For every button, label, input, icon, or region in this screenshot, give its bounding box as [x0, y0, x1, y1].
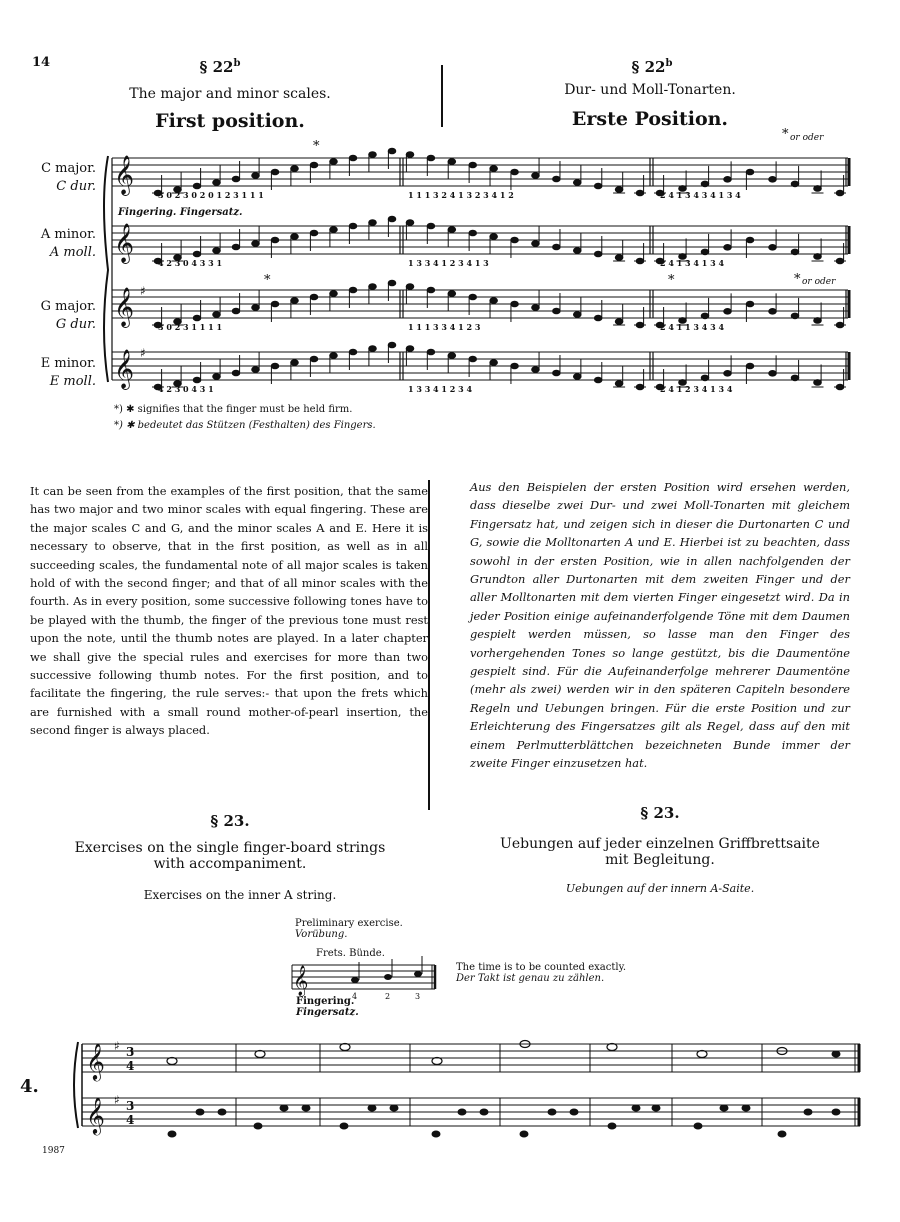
left-section-23-title: Exercises on the single finger-board strings with accompaniment.: [74, 840, 386, 872]
scale-note: [814, 254, 822, 260]
scale-note: [271, 363, 279, 369]
left-section-number: § 22$^b$: [199, 58, 241, 76]
svg-text:𝄞: 𝄞: [86, 1042, 105, 1080]
scale-note: [349, 155, 357, 161]
scale-note: [369, 220, 377, 226]
page-number: 14: [32, 55, 51, 70]
scale-note: [193, 377, 201, 383]
count-instruction: The time is to be counted exactly. Der Takt ist genau zu zählen.: [456, 962, 627, 984]
svg-text:𝄞: 𝄞: [293, 966, 309, 996]
scale-note: [291, 298, 299, 304]
scale-note: [448, 353, 456, 359]
scale-note: [746, 169, 754, 175]
scale-note: [615, 187, 623, 193]
text-divider: [428, 480, 430, 810]
scale-note: [427, 155, 435, 161]
staff-c-major: [112, 158, 848, 186]
right-section-number: § 22$^b$: [631, 58, 673, 76]
scale-note: [330, 353, 338, 359]
svg-text:♯: ♯: [140, 284, 146, 298]
scale-note: [490, 360, 498, 366]
right-title: Erste Position.: [571, 108, 729, 130]
scale-note: [594, 315, 602, 321]
scale-note: [252, 367, 260, 373]
scale-note: [232, 244, 240, 250]
scale-note: [532, 305, 540, 311]
scale-note: [553, 176, 561, 182]
asterisk-mark-3: *: [668, 273, 675, 288]
scale-note: [271, 237, 279, 243]
scale-note: [724, 309, 732, 315]
fingering-label: Fingering. Fingersatz.: [118, 207, 243, 218]
scale-note: [490, 234, 498, 240]
scale-note: [469, 294, 477, 300]
asterisk-mark-5: *: [794, 272, 801, 287]
asterisk-mark-1: *: [313, 139, 320, 154]
scale-note: [310, 230, 318, 236]
scale-note: [573, 180, 581, 186]
scale-note: [369, 152, 377, 158]
svg-text:1 1 1 3 3 4 1 2 3: 1 1 1 3 3 4 1 2 3: [408, 322, 481, 332]
scale-note: [427, 223, 435, 229]
scale-note: [349, 349, 357, 355]
fingering-label-2: Fingering. Fingersatz.: [296, 996, 359, 1018]
staff-g-major: [112, 290, 848, 318]
scale-label-c-major: C major. C dur.: [41, 161, 96, 194]
scale-note: [406, 346, 414, 352]
treble-clef-3: 𝄞: [114, 287, 135, 327]
footnote-de: *) ✱ bedeutet das Stützen (Festhalten) des Fingers.: [114, 420, 376, 431]
scale-note: [615, 319, 623, 325]
svg-text:3: 3: [126, 1045, 135, 1059]
treble-clef-1: 𝄞: [114, 155, 135, 195]
plate-number: 1987: [42, 1146, 65, 1156]
scale-note: [553, 308, 561, 314]
scale-note: [330, 159, 338, 165]
scale-note: [573, 312, 581, 318]
scale-note: [746, 237, 754, 243]
scale-note: [615, 381, 623, 387]
scale-note: [511, 301, 519, 307]
svg-text:♯: ♯: [114, 1039, 120, 1053]
scale-note: [330, 227, 338, 233]
svg-text:3 0 2 3 0 2 0 1 2 3 1 1 1: 3 0 2 3 0 2 0 1 2 3 1 1 1: [158, 190, 264, 200]
scale-note: [310, 294, 318, 300]
scale-label-a-minor: A minor. A moll.: [40, 227, 96, 260]
scale-note: [791, 313, 799, 319]
scale-note: [388, 148, 396, 154]
staff-e-minor: [112, 352, 848, 380]
svg-text:4 2 3 0 4 3 3 1: 4 2 3 0 4 3 3 1: [158, 258, 223, 268]
treble-clef-2: 𝄞: [114, 223, 135, 263]
staff-a-minor: [112, 226, 848, 254]
scale-note: [271, 169, 279, 175]
scale-note: [594, 251, 602, 257]
scale-note: [769, 177, 777, 183]
scale-note: [213, 180, 221, 186]
footnote-en: *) ✱ signifies that the finger must be held firm.: [114, 404, 353, 415]
or-oder-label-1: or oder: [790, 133, 824, 143]
svg-text:2 4 1 3 4 3 4 1 3 4: 2 4 1 3 4 3 4 1 3 4: [660, 190, 741, 200]
scale-note: [213, 248, 221, 254]
scale-note: [330, 291, 338, 297]
left-section-23: § 23.: [210, 812, 250, 830]
right-section-23: § 23.: [640, 804, 680, 822]
scale-note: [532, 241, 540, 247]
scale-note: [701, 375, 709, 381]
scale-note: [213, 312, 221, 318]
scale-note: [469, 356, 477, 362]
scale-note: [193, 315, 201, 321]
svg-text:2: 2: [385, 992, 391, 1000]
scale-note: [252, 305, 260, 311]
scale-note: [490, 166, 498, 172]
scale-note: [369, 284, 377, 290]
scale-note: [232, 370, 240, 376]
scale-note: [701, 181, 709, 187]
svg-text:𝄞: 𝄞: [86, 1096, 105, 1134]
scale-note: [724, 177, 732, 183]
scale-note: [427, 349, 435, 355]
svg-text:4: 4: [126, 1059, 135, 1073]
scale-note: [406, 220, 414, 226]
scale-note: [252, 173, 260, 179]
scale-note: [791, 375, 799, 381]
scale-note: [291, 360, 299, 366]
svg-text:2 4 1 3 4 1 3 4: 2 4 1 3 4 1 3 4: [660, 258, 725, 268]
scale-note: [701, 313, 709, 319]
scale-note: [469, 230, 477, 236]
scale-note: [310, 162, 318, 168]
svg-text:2 4 1 2 3 4 1 3 4: 2 4 1 2 3 4 1 3 4: [660, 384, 733, 394]
svg-text:4: 4: [126, 1113, 135, 1127]
scale-note: [769, 245, 777, 251]
svg-text:2 4 1 1 3 4 3 4: 2 4 1 1 3 4 3 4: [660, 322, 725, 332]
scale-note: [213, 374, 221, 380]
scale-note: [701, 249, 709, 255]
scale-note: [310, 356, 318, 362]
preliminary-staff: [290, 955, 440, 1000]
scale-note: [594, 377, 602, 383]
paragraph-german: Aus den Beispielen der ersten Position wird ersehen werden, dass dieselbe zwei Dur- und zwei Moll-Tonarten mit gleichem Fingersatz hat, und zeigen sich in dieser die Durtonarten C und G, sowie die Molltonarten A und E. Hierbei ist zu beachten, dass sowohl in der ersten Position, wie in allen nachfolgenden der Grundton aller Durtonarten mit dem zweiten Finger und der aller Molltonarten mit dem vierten Finger eingesetzt wird. Da in jeder Position einige aufeinanderfolgende Töne mit dem Daumen gespielt werden müssen, so lasse man den Finger des vorhergehenden Tones so lange gestützt, bis die Daumentöne gespielt sind. Für die Aufeinanderfolge mehrerer Daumentöne (mehr als zwei) werden wir in den späteren Capiteln besondere Regeln und Uebungen bringen. Für die erste Position und zur Erleichterung des Fingersatzes gilt als Regel, dass auf den mit einem Perlmutterblättchen bezeichneten Bunde immer der zweite Finger einzusetzen hat.: [470, 480, 850, 771]
svg-text:♯: ♯: [114, 1093, 120, 1107]
svg-text:4 2 3 0 4 3 1: 4 2 3 0 4 3 1: [158, 384, 214, 394]
scale-note: [193, 251, 201, 257]
scale-note: [791, 249, 799, 255]
or-oder-label-2: or oder: [802, 277, 836, 287]
scale-note: [594, 183, 602, 189]
scale-note: [746, 301, 754, 307]
scale-note: [232, 176, 240, 182]
svg-text:1 3 3 4 1 2 3 4: 1 3 3 4 1 2 3 4: [408, 384, 473, 394]
scale-note: [448, 159, 456, 165]
scale-note: [349, 287, 357, 293]
scale-note: [511, 169, 519, 175]
exercise-4-score: [0, 1030, 900, 1150]
frets-label: Frets. Bünde.: [316, 948, 385, 959]
asterisk-mark-4: *: [782, 128, 789, 142]
scale-note: [573, 374, 581, 380]
scale-note: [406, 152, 414, 158]
scale-note: [291, 166, 299, 172]
scale-note: [511, 363, 519, 369]
scale-note: [388, 342, 396, 348]
scale-note: [252, 241, 260, 247]
scale-note: [193, 183, 201, 189]
scale-note: [746, 363, 754, 369]
left-section-23-subtitle: Exercises on the inner A string.: [143, 888, 337, 902]
scale-note: [724, 371, 732, 377]
header-divider: [441, 65, 443, 127]
svg-text:4: 4: [352, 992, 358, 1000]
preliminary-label: Preliminary exercise. Vorübung.: [295, 918, 403, 940]
right-section-23-subtitle: Uebungen auf der innern A-Saite.: [565, 882, 755, 895]
svg-text:1 3 3 4 1 2 3 4 1 3: 1 3 3 4 1 2 3 4 1 3: [408, 258, 489, 268]
scale-note: [769, 309, 777, 315]
scale-note: [271, 301, 279, 307]
scale-note: [427, 287, 435, 293]
scale-note: [291, 234, 299, 240]
left-subtitle: The major and minor scales.: [129, 86, 331, 102]
scale-note: [615, 255, 623, 261]
scale-note: [388, 280, 396, 286]
scale-note: [369, 346, 377, 352]
scale-note: [448, 227, 456, 233]
exercise-number: 4.: [20, 1076, 39, 1097]
right-subtitle: Dur- und Moll-Tonarten.: [564, 82, 736, 98]
svg-text:3: 3: [415, 992, 421, 1000]
scale-note: [724, 245, 732, 251]
scale-note: [511, 237, 519, 243]
paragraph-english: It can be seen from the examples of the first position, that the same has two major and two minor scales with equal fingering. These are the major scales C and G, and the minor scales A and E. Here it is necessary to observe, that in the first position, as well as in all succeeding scales, the fundamental note of all major scales is taken hold of with the second finger; and that of all minor scales with the fourth. As in every position, some successive following tones have to be played with the thumb, the finger of the previous tone must rest upon the note, until the thumb notes are played. In a later chapter we shall give the special rules and exercises for more than two successive following thumb notes. For the first position, and to facilitate the fingering, the rule serves:- that upon the frets which are furnished with a small round mother-of-pearl insertion, the second finger is always placed.: [30, 484, 428, 738]
scale-note: [573, 248, 581, 254]
left-title: First position.: [155, 110, 305, 132]
scale-note: [814, 318, 822, 324]
scales-score: [0, 128, 900, 408]
svg-text:3 0 2 3 1 1 1 1: 3 0 2 3 1 1 1 1: [158, 322, 223, 332]
scale-note: [388, 216, 396, 222]
scale-note: [814, 186, 822, 192]
right-section-23-title: Uebungen auf jeder einzelnen Griffbrettsaite mit Begleitung.: [500, 836, 820, 868]
asterisk-mark-2: *: [264, 273, 271, 288]
svg-text:♯: ♯: [140, 346, 146, 360]
scale-note: [349, 223, 357, 229]
scale-note: [553, 370, 561, 376]
scale-label-e-minor: E minor. E moll.: [40, 356, 96, 389]
scale-label-g-major: G major. G dur.: [40, 299, 96, 332]
svg-text:3: 3: [126, 1099, 135, 1113]
scale-note: [232, 308, 240, 314]
scale-note: [406, 284, 414, 290]
scale-note: [553, 244, 561, 250]
scale-note: [532, 173, 540, 179]
scale-note: [490, 298, 498, 304]
svg-text:1 1 1 3 2 4 1 3 2 3 4 1 2: 1 1 1 3 2 4 1 3 2 3 4 1 2: [408, 190, 514, 200]
scale-note: [791, 181, 799, 187]
scale-note: [448, 291, 456, 297]
scale-note: [532, 367, 540, 373]
scale-note: [769, 371, 777, 377]
scale-note: [814, 380, 822, 386]
scale-note: [469, 162, 477, 168]
treble-clef-4: 𝄞: [114, 349, 135, 389]
